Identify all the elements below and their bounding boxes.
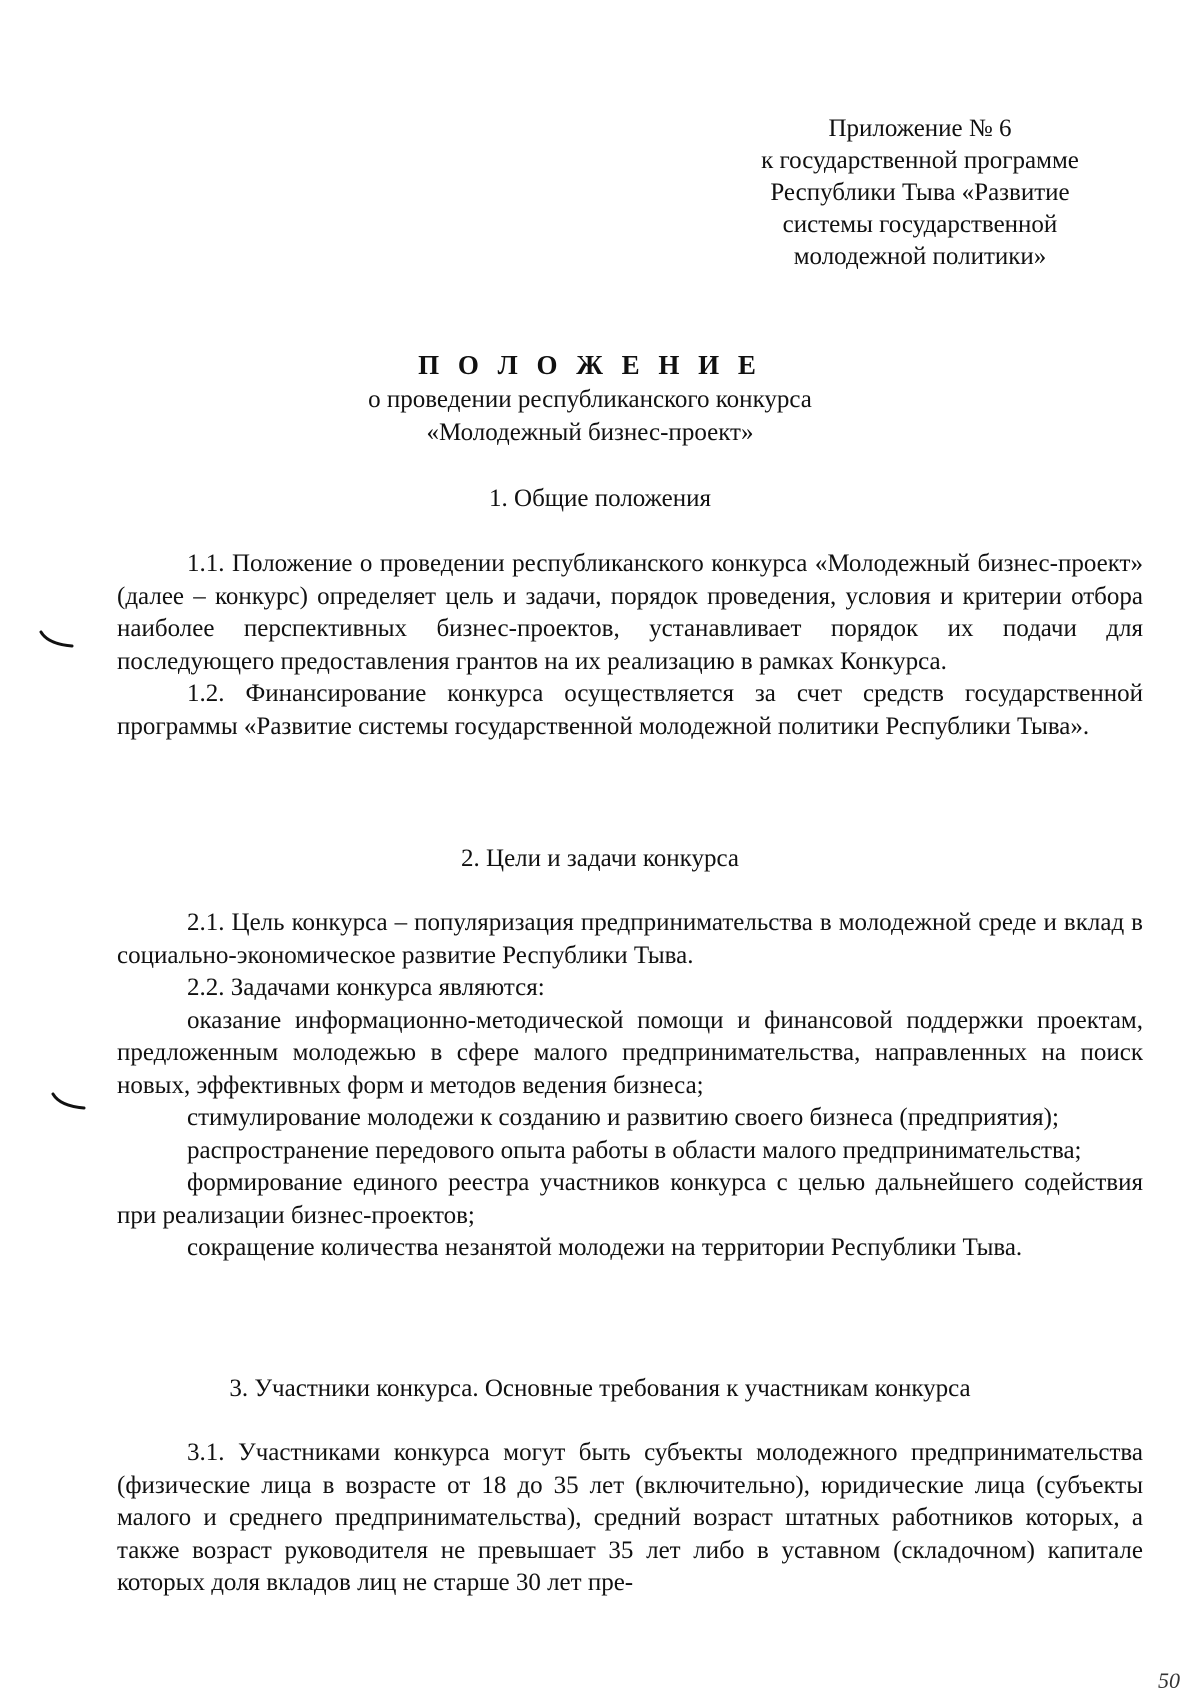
section-body-3 xyxy=(117,1437,1143,1600)
appendix-header xyxy=(720,113,1120,273)
list-item: формирование единого реестра участников конкурса с целью дальнейшего содействия при реализации бизнес-проектов; xyxy=(117,1169,1143,1229)
list-item: распространение передового опыта работы в области малого предпринимательства; xyxy=(187,1136,1082,1164)
list-item: сокращение количества незанятой молодежи на территории Республики Тыва. xyxy=(187,1234,1023,1261)
section-heading-1: 1. Общие положения xyxy=(489,485,711,512)
appendix-header-line: Приложение № 6 xyxy=(828,115,1012,142)
list-item: стимулирование молодежи к созданию и развитию своего бизнеса (предприятия); xyxy=(187,1104,1059,1131)
paragraph: 1.2. Финансирование конкурса осуществляется за счет средств государственной программы «Развитие системы государственной молодежной политики Республики Тыва». xyxy=(117,680,1143,740)
margin-tick-mark xyxy=(38,628,78,652)
list-item: оказание информационно-методической помощи и финансовой поддержки проектам, предложенным молодежью в сфере малого предпринимательства, направленных на поиск новых, эффективных форм и методов ведения бизнеса; xyxy=(117,1006,1143,1099)
page-number: 50 xyxy=(1158,1668,1180,1693)
document-title-block xyxy=(0,347,1180,449)
margin-tick-mark xyxy=(50,1090,90,1114)
appendix-header-line: системы государственной xyxy=(782,211,1058,238)
section-body-1 xyxy=(117,548,1143,743)
appendix-header-line: к государственной программе xyxy=(761,147,1079,174)
appendix-header-line: молодежной политики» xyxy=(793,243,1047,270)
section-heading-3: 3. Участники конкурса. Основные требования к участникам конкурса xyxy=(229,1375,971,1402)
paragraph: 2.2. Задачами конкурса являются: xyxy=(187,974,545,1001)
paragraph: 1.1. Положение о проведении республиканского конкурса «Молодежный бизнес-проект» (далее – конкурс) определяет цель и задачи, порядок проведения, условия и критерии отбора наиболее перспективных бизнес-проектов, устанавливает порядок их подачи для последующего предоставления грантов на их реализацию в рамках Конкурса. xyxy=(117,550,1143,675)
section-body-2 xyxy=(117,907,1143,1265)
section-heading-2: 2. Цели и задачи конкурса xyxy=(461,845,739,872)
appendix-header-line: Республики Тыва «Развитие xyxy=(770,179,1070,206)
document-subtitle: о проведении республиканского конкурса xyxy=(368,386,812,413)
paragraph: 3.1. Участниками конкурса могут быть субъекты молодежного предпринимательства (физические лица в возрасте от 18 до 35 лет (включительно), юридические лица (субъекты малого и среднего предпринимательства), средний возраст штатных работников которых, а также возраст руководителя не превышает 35 лет либо в уставном (складочном) капитале которых доля вкладов лиц не старше 30 лет пре- xyxy=(117,1439,1143,1596)
paragraph: 2.1. Цель конкурса – популяризация предпринимательства в молодежной среде и вклад в социально-экономическое развитие Республики Тыва. xyxy=(117,909,1143,969)
document-title: П О Л О Ж Е Н И Е xyxy=(418,350,762,380)
document-subtitle: «Молодежный бизнес-проект» xyxy=(426,419,754,446)
